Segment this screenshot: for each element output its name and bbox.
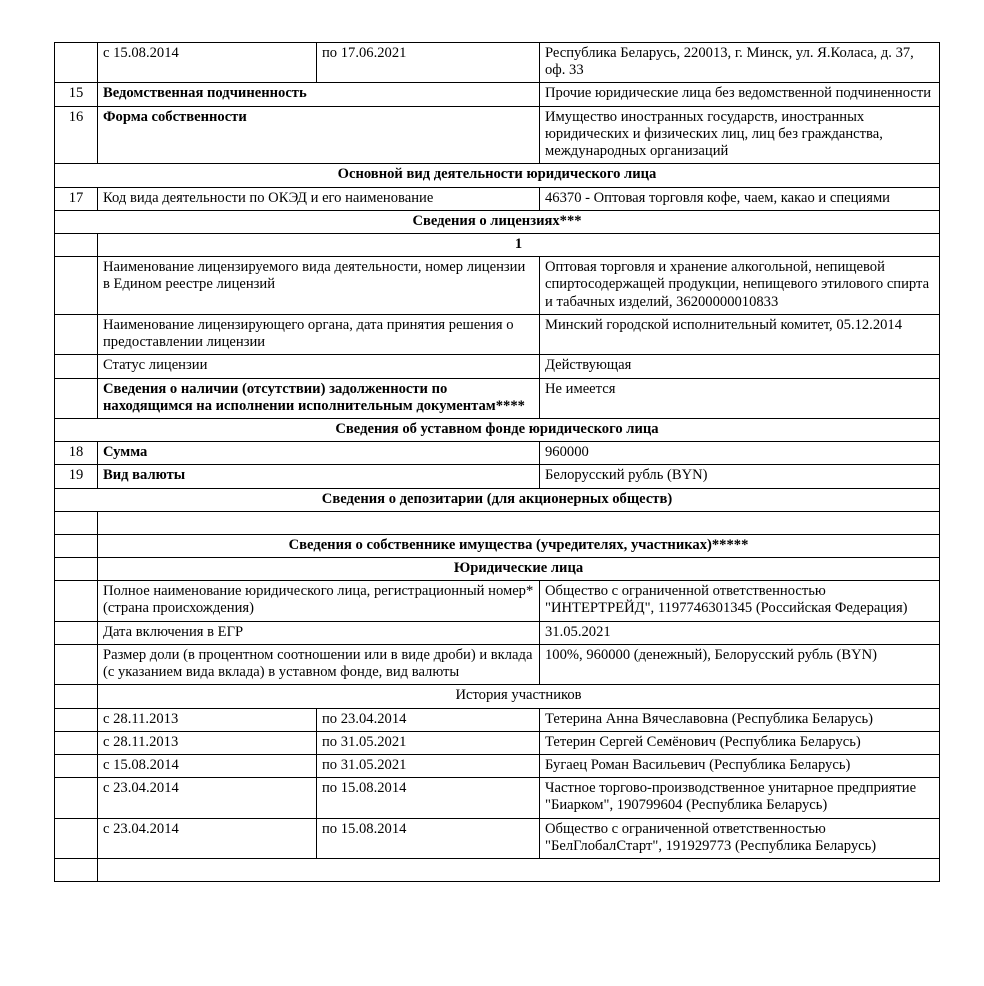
row-number	[55, 511, 98, 534]
table-row	[55, 621, 940, 644]
row-number: 15	[55, 83, 98, 106]
table-row	[55, 442, 940, 465]
row-value: Действующая	[540, 355, 940, 378]
section-title: История участников	[98, 685, 940, 708]
row-label: Ведомственная подчиненность	[98, 83, 540, 106]
row-value: Частное торгово-производственное унитарное предприятие "Биарком", 190799604 (Республика Беларусь)	[540, 778, 940, 818]
row-number	[55, 43, 98, 83]
row-value: Тетерина Анна Вячеславовна (Республика Беларусь)	[540, 708, 940, 731]
section-title: Основной вид деятельности юридического лица	[55, 164, 940, 187]
row-number	[55, 257, 98, 315]
row-label: Статус лицензии	[98, 355, 540, 378]
section-title: Сведения об уставном фонде юридического лица	[55, 418, 940, 441]
row-number	[55, 233, 98, 256]
row-value: Имущество иностранных государств, иностранных юридических и физических лиц, лиц без гражданства, международных организаций	[540, 106, 940, 164]
table-row	[55, 106, 940, 164]
row-value: Бугаец Роман Васильевич (Республика Беларусь)	[540, 755, 940, 778]
period-from: с 23.04.2014	[98, 818, 317, 858]
table-row	[55, 314, 940, 354]
period-to: по 15.08.2014	[317, 818, 540, 858]
row-value: 960000	[540, 442, 940, 465]
period-to: по 23.04.2014	[317, 708, 540, 731]
section-header-row	[55, 488, 940, 511]
row-label: Код вида деятельности по ОКЭД и его наименование	[98, 187, 540, 210]
row-label: Наименование лицензирующего органа, дата принятия решения о предоставлении лицензии	[98, 314, 540, 354]
registry-table	[54, 42, 940, 882]
row-number	[55, 755, 98, 778]
row-number	[55, 621, 98, 644]
row-number: 18	[55, 442, 98, 465]
row-number	[55, 818, 98, 858]
section-title: Юридические лица	[98, 558, 940, 581]
row-value: Тетерин Сергей Семёнович (Республика Беларусь)	[540, 731, 940, 754]
period-to: по 31.05.2021	[317, 731, 540, 754]
section-title: Сведения о собственнике имущества (учредителях, участниках)*****	[98, 534, 940, 557]
row-value: Общество с ограниченной ответственностью "БелГлобалСтарт", 191929773 (Республика Беларусь)	[540, 818, 940, 858]
row-number	[55, 581, 98, 621]
row-label: Размер доли (в процентном соотношении или в виде дроби) и вклада (с указанием вида вклада) в уставном фонде, вид валюты	[98, 644, 540, 684]
row-label: Сумма	[98, 442, 540, 465]
section-header-row	[55, 164, 940, 187]
row-value: Минский городской исполнительный комитет, 05.12.2014	[540, 314, 940, 354]
row-value: Общество с ограниченной ответственностью "ИНТЕРТРЕЙД", 1197746301345 (Российская Федерация)	[540, 581, 940, 621]
row-number	[55, 355, 98, 378]
row-number	[55, 859, 98, 882]
row-number	[55, 534, 98, 557]
table-body	[55, 43, 940, 882]
row-value: Оптовая торговля и хранение алкогольной, непищевой спиртосодержащей продукции, непищевого этилового спирта и табачных изделий, 36200000010833	[540, 257, 940, 315]
row-label: Форма собственности	[98, 106, 540, 164]
row-value: Белорусский рубль (BYN)	[540, 465, 940, 488]
table-row	[55, 465, 940, 488]
table-row	[55, 644, 940, 684]
period-from: с 28.11.2013	[98, 708, 317, 731]
period-from: с 28.11.2013	[98, 731, 317, 754]
section-header-row	[55, 210, 940, 233]
section-header-row	[55, 418, 940, 441]
row-label: Наименование лицензируемого вида деятельности, номер лицензии в Едином реестре лицензий	[98, 257, 540, 315]
table-row	[55, 708, 940, 731]
period-from: с 15.08.2014	[98, 755, 317, 778]
period-to: по 15.08.2014	[317, 778, 540, 818]
row-number: 19	[55, 465, 98, 488]
section-header-row	[55, 558, 940, 581]
table-row	[55, 755, 940, 778]
license-index: 1	[98, 233, 940, 256]
row-value: Республика Беларусь, 220013, г. Минск, ул. Я.Коласа, д. 37, оф. 33	[540, 43, 940, 83]
row-value: Не имеется	[540, 378, 940, 418]
table-row	[55, 187, 940, 210]
row-number	[55, 731, 98, 754]
row-value: 46370 - Оптовая торговля кофе, чаем, какао и специями	[540, 187, 940, 210]
row-number	[55, 778, 98, 818]
row-value: Прочие юридические лица без ведомственной подчиненности	[540, 83, 940, 106]
period-from: с 15.08.2014	[98, 43, 317, 83]
period-from: с 23.04.2014	[98, 778, 317, 818]
section-header-row	[55, 534, 940, 557]
period-to: по 17.06.2021	[317, 43, 540, 83]
table-row	[55, 257, 940, 315]
table-row	[55, 378, 940, 418]
row-number	[55, 558, 98, 581]
row-number	[55, 708, 98, 731]
empty-row	[55, 511, 940, 534]
table-row	[55, 355, 940, 378]
row-label: Дата включения в ЕГР	[98, 621, 540, 644]
row-number	[55, 644, 98, 684]
row-label: Полное наименование юридического лица, регистрационный номер* (страна происхождения)	[98, 581, 540, 621]
table-row	[55, 43, 940, 83]
period-to: по 31.05.2021	[317, 755, 540, 778]
row-number	[55, 314, 98, 354]
section-header-row	[55, 685, 940, 708]
row-number: 17	[55, 187, 98, 210]
table-row	[55, 581, 940, 621]
table-row-partial	[55, 859, 940, 882]
row-number	[55, 685, 98, 708]
table-row	[55, 83, 940, 106]
row-label: Сведения о наличии (отсутствии) задолженности по находящимся на исполнении исполнительным документам****	[98, 378, 540, 418]
table-row	[55, 818, 940, 858]
section-title: Сведения о депозитарии (для акционерных обществ)	[55, 488, 940, 511]
row-number: 16	[55, 106, 98, 164]
section-title: Сведения о лицензиях***	[55, 210, 940, 233]
row-label: Вид валюты	[98, 465, 540, 488]
row-value: 100%, 960000 (денежный), Белорусский рубль (BYN)	[540, 644, 940, 684]
empty-cell	[98, 859, 940, 882]
row-value: 31.05.2021	[540, 621, 940, 644]
table-row	[55, 731, 940, 754]
table-row	[55, 778, 940, 818]
section-header-row	[55, 233, 940, 256]
row-number	[55, 378, 98, 418]
empty-cell	[98, 511, 940, 534]
